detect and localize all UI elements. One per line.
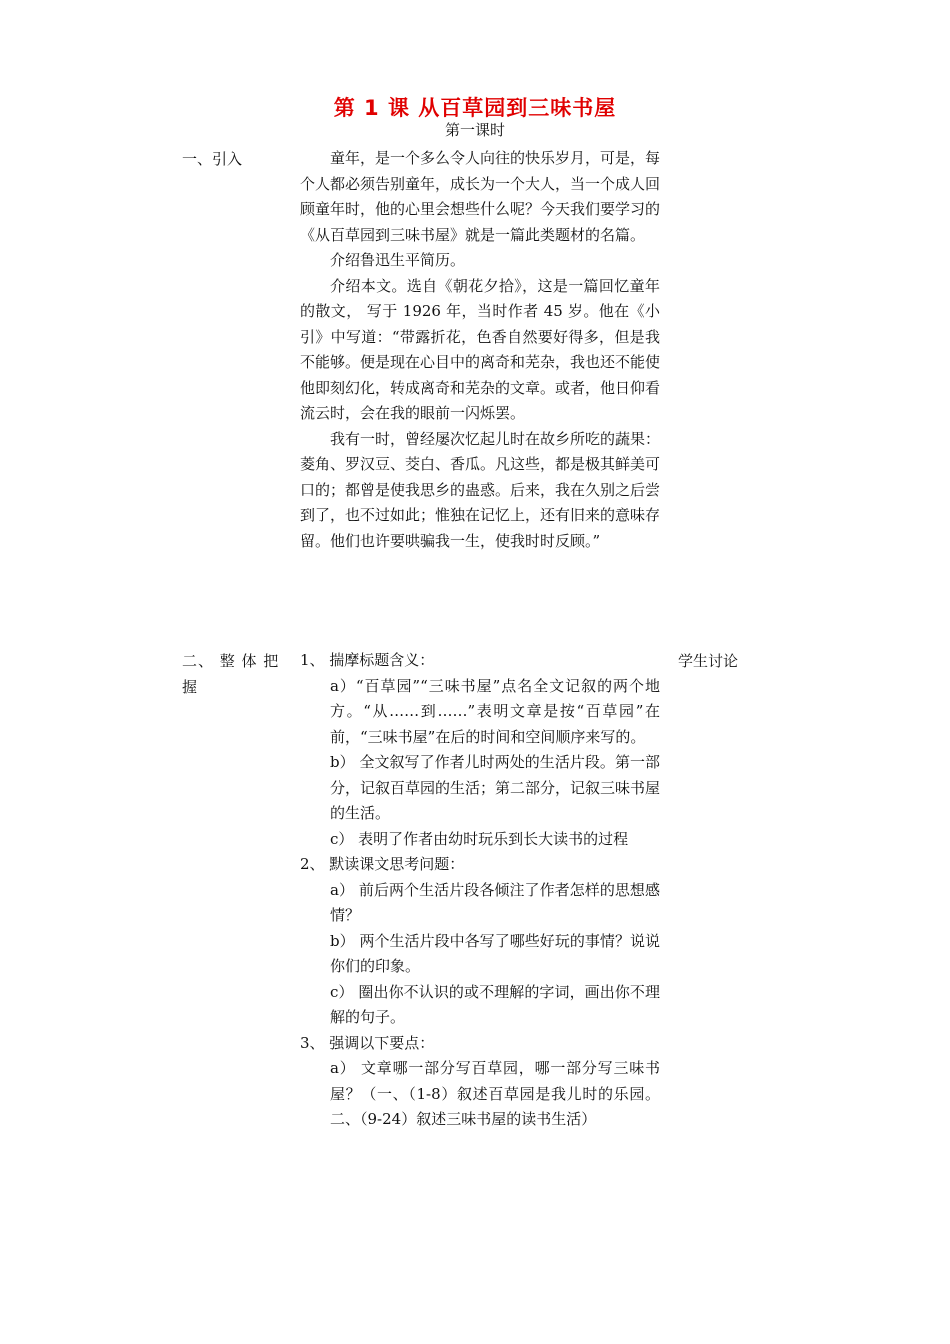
side-note: 学生讨论 [678, 652, 739, 670]
item-heading: 2、 默读课文思考问题： [300, 855, 465, 873]
sub-item: b） 两个生活片段中各写了哪些好玩的事情？说说你们的印象。 [330, 931, 660, 975]
item-heading: 3、 强调以下要点： [300, 1033, 435, 1052]
intro-paragraph: 介绍本文。选自《朝花夕拾》，这是一篇回忆童年的散文， 写于 1926 年，当时作者 45 岁。他在《小引》中写道：“带露折花，色香自然要好得多，但是我不能够。便是现在心目中的离奇和芜杂，我也还不能使他即刻幻化，转成离奇和芜杂的文章。或者，他日仰看流云时，会在我的眼前一闪烁罢。 [300, 276, 661, 422]
intro-paragraph: 我有一时，曾经屡次忆起儿时在故乡所吃的蔬果：菱角、罗汉豆、茭白、香瓜。凡这些，都是极其鲜美可口的；都曾是使我思乡的蛊惑。后来，我在久别之后尝到了，也不过如此；惟独在记忆上，还有旧来的意味存留。他们也许要哄骗我一生，使我时时反顾。” [300, 429, 661, 550]
sub-item: c） 圈出你不认识的或不理解的字词，画出你不理解的句子。 [330, 982, 660, 1026]
sub-item: a） 前后两个生活片段各倾注了作者怎样的思想感情？ [330, 880, 660, 924]
intro-paragraph: 介绍鲁迅生平简历。 [330, 251, 466, 269]
list-item [300, 852, 660, 1031]
section-intro-body [300, 146, 660, 554]
sub-item: a） 文章哪一部分写百草园，哪一部分写三味书屋？（一、（1-8）叙述百草园是我儿时的乐园。二、（9-24）叙述三味书屋的读书生活） [330, 1059, 660, 1128]
item-heading: 1、 揣摩标题含义： [300, 651, 435, 669]
section-label-intro: 一、引入 [182, 150, 243, 168]
list-item [300, 1031, 660, 1133]
list-item [300, 648, 660, 852]
sub-item: b） 全文叙写了作者儿时两处的生活片段。第一部分，记叙百草园的生活；第二部分，记叙三味书屋的生活。 [330, 753, 661, 822]
lesson-title: 第 1 课 从百草园到三味书屋 [333, 96, 617, 120]
section-overview-body [300, 648, 660, 1133]
sub-item: a）“百草园”“三味书屋”点名全文记叙的两个地方。“从……到……”表明文章是按“百草园”在前，“三味书屋”在后的时间和空间顺序来写的。 [330, 676, 660, 746]
lesson-subtitle: 第一课时 [444, 121, 505, 139]
sub-item: c） 表明了作者由幼时玩乐到长大读书的过程 [330, 829, 629, 848]
section-label-overview: 二、 整 体 把 握 [182, 652, 280, 696]
intro-paragraph: 童年，是一个多么令人向往的快乐岁月，可是，每个人都必须告别童年，成长为一个大人，当一个成人回顾童年时，他的心里会想些什么呢？今天我们要学习的《从百草园到三味书屋》就是一篇此类题材的名篇。 [300, 149, 661, 244]
